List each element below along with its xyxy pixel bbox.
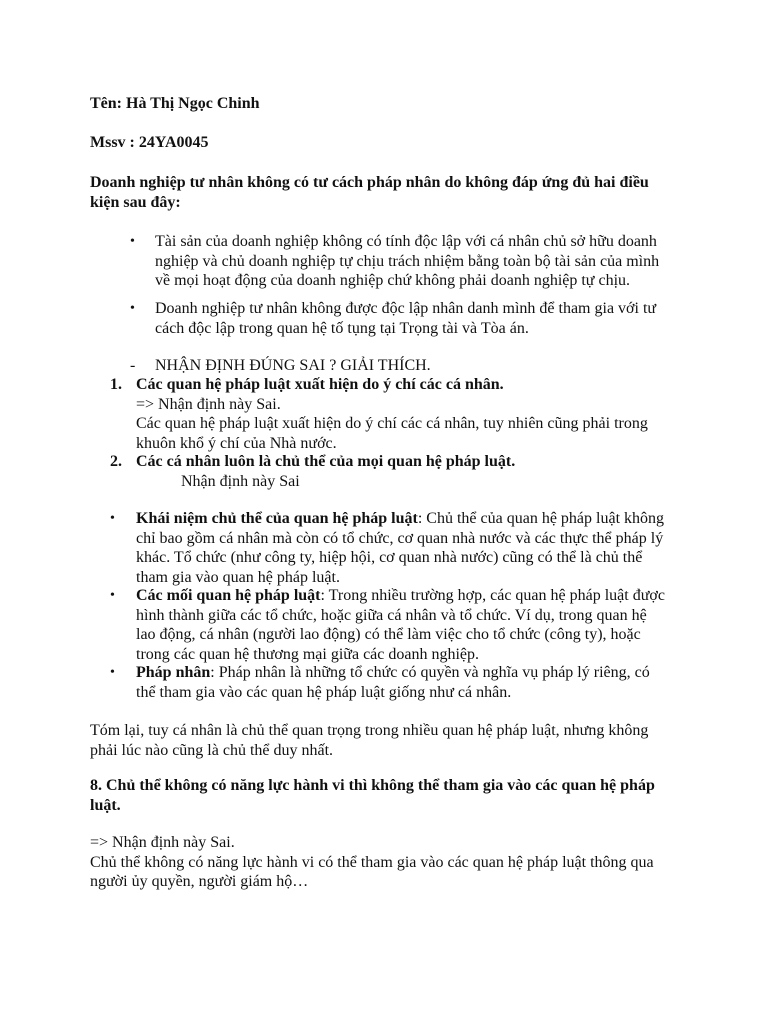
point-term: Pháp nhân: [136, 664, 211, 681]
condition-line: về mọi hoạt động của doanh nghiệp chứ không phải doanh nghiệp tự chịu.: [155, 272, 631, 289]
point-line: hình thành giữa các tổ chức, hoặc giữa cá nhân và tổ chức. Ví dụ, trong quan hệ: [136, 606, 647, 624]
bullet-icon: •: [130, 301, 135, 316]
point-line: lao động, cá nhân (người lao động) có thể làm việc cho tổ chức (công ty), hoặc: [136, 626, 641, 643]
summary-line: Tóm lại, tuy cá nhân là chủ thể quan trọng trong nhiều quan hệ pháp luật, nhưng không: [90, 722, 649, 739]
verdict: => Nhận định này Sai.: [136, 395, 281, 413]
question-number: 2.: [110, 453, 122, 470]
intro-line: Doanh nghiệp tư nhân không có tư cách pháp nhân do không đáp ứng đủ hai điều: [90, 174, 649, 191]
point-text: : Chủ thể của quan hệ pháp luật không: [417, 510, 665, 527]
point-item: [136, 509, 696, 587]
condition-line: nghiệp và chủ doanh nghiệp tự chịu trách nhiệm bằng toàn bộ tài sản của mình: [155, 252, 660, 270]
verdict: => Nhận định này Sai.: [90, 834, 235, 851]
condition-item: [155, 232, 695, 291]
summary-line: phải lúc nào cũng là chủ thể duy nhất.: [90, 741, 334, 759]
dash-marker: -: [130, 357, 136, 374]
explanation-line: Các quan hệ pháp luật xuất hiện do ý chí các cá nhân, tuy nhiên cũng phải trong: [136, 415, 648, 432]
question-number: 1.: [110, 376, 122, 393]
point-term: Các mối quan hệ pháp luật: [136, 587, 321, 604]
bullet-icon: •: [110, 511, 115, 526]
point-line: chỉ bao gồm cá nhân mà còn có tổ chức, cơ quan nhà nước và các thực thể pháp lý: [136, 529, 664, 547]
explanation-line: khuôn khổ ý chí của Nhà nước.: [136, 434, 337, 452]
explanation-line: Chủ thể không có năng lực hành vi có thể tham gia vào các quan hệ pháp luật thông qua: [90, 853, 654, 871]
point-line: tham gia vào quan hệ pháp luật.: [136, 568, 340, 586]
summary-paragraph: [90, 721, 690, 760]
student-name: Tên: Hà Thị Ngọc Chinh: [90, 95, 260, 112]
point-text: : Pháp nhân là những tổ chức có quyền và nghĩa vụ pháp lý riêng, có: [210, 664, 650, 681]
question-8-title: [90, 776, 690, 815]
point-term: Khái niệm chủ thể của quan hệ pháp luật: [136, 510, 418, 527]
bullet-icon: •: [130, 234, 135, 249]
bullet-icon: •: [110, 588, 115, 603]
condition-line: cách độc lập trong quan hệ tố tụng tại Trọng tài và Tòa án.: [155, 319, 529, 337]
bullet-icon: •: [110, 665, 115, 680]
question-title: Các quan hệ pháp luật xuất hiện do ý chí các cá nhân.: [136, 376, 504, 393]
section-heading: NHẬN ĐỊNH ĐÚNG SAI ? GIẢI THÍCH.: [155, 357, 431, 374]
question-title-line: luật.: [90, 796, 121, 814]
point-item: [136, 586, 696, 664]
question-2: [136, 452, 696, 491]
question-8-answer: [90, 833, 690, 892]
condition-line: Tài sản của doanh nghiệp không có tính độc lập với cá nhân chủ sở hữu doanh: [155, 233, 657, 250]
question-title: Các cá nhân luôn là chủ thể của mọi quan hệ pháp luật.: [136, 453, 516, 470]
intro-paragraph: [90, 173, 690, 212]
student-id: Mssv : 24YA0045: [90, 134, 209, 151]
condition-line: Doanh nghiệp tư nhân không được độc lập nhân danh mình để tham gia với tư: [155, 300, 657, 317]
verdict: Nhận định này Sai: [181, 472, 300, 490]
question-title-line: 8. Chủ thể không có năng lực hành vi thì không thể tham gia vào các quan hệ pháp: [90, 777, 655, 794]
point-item: [136, 663, 696, 702]
condition-item: [155, 299, 695, 338]
point-line: thể tham gia vào các quan hệ pháp luật giống như cá nhân.: [136, 683, 512, 701]
point-line: trong các quan hệ thương mại giữa các doanh nghiệp.: [136, 645, 480, 663]
intro-line: kiện sau đây:: [90, 193, 181, 211]
point-line: khác. Tổ chức (như công ty, hiệp hội, cơ quan nhà nước) cũng có thể là chủ thể: [136, 549, 643, 566]
point-text: : Trong nhiều trường hợp, các quan hệ pháp luật được: [320, 587, 665, 604]
question-1: [136, 375, 696, 453]
explanation-line: người ủy quyền, người giám hộ…: [90, 873, 309, 890]
